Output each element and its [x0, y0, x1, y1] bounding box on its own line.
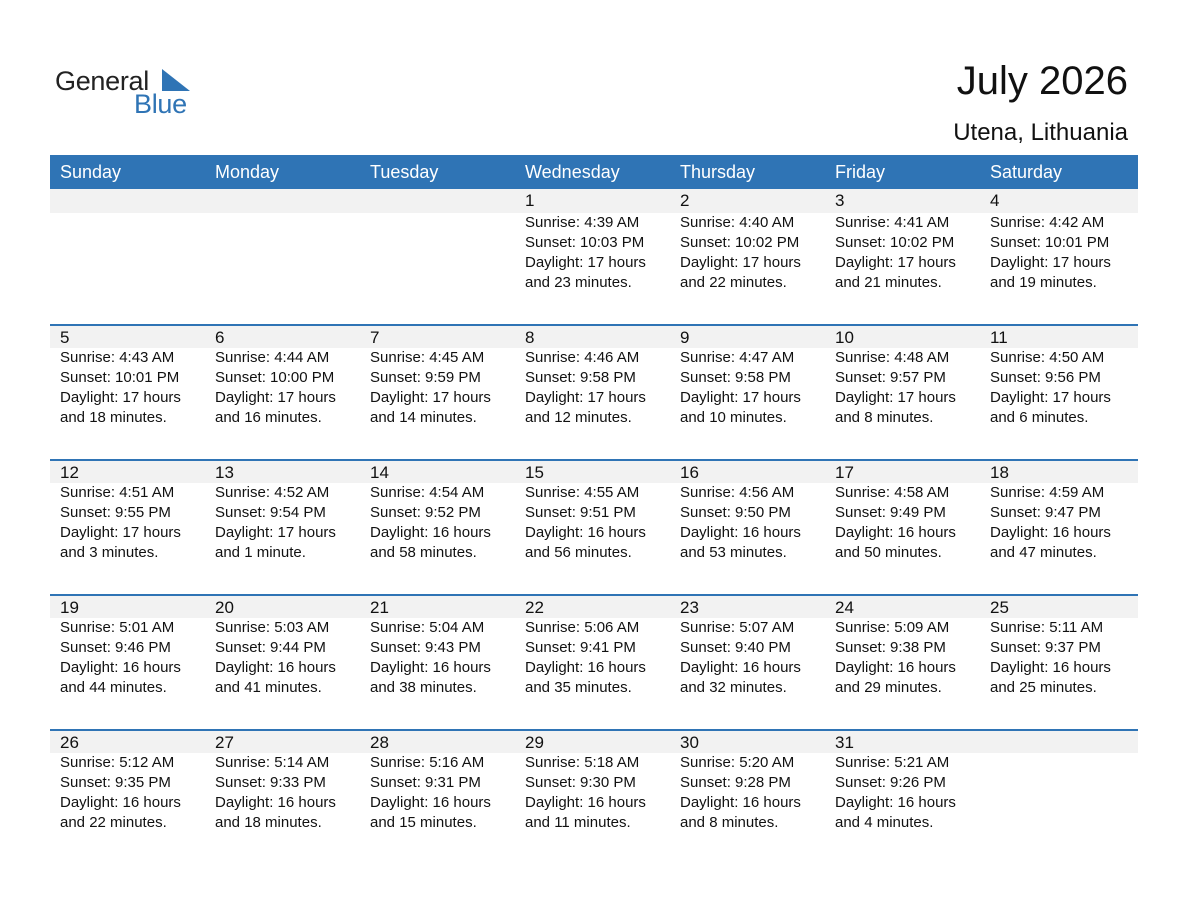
sunrise-text: Sunrise: 5:11 AM [990, 619, 1104, 636]
daylight-text: Daylight: 16 hours [525, 524, 646, 541]
sunrise-text: Sunrise: 4:50 AM [990, 349, 1105, 366]
sunset-text: Sunset: 10:01 PM [60, 369, 180, 386]
day-cell [670, 324, 825, 428]
sunrise-text: Sunrise: 5:18 AM [525, 754, 640, 771]
sunset-text: Sunset: 9:47 PM [990, 504, 1101, 521]
daylight-text: Daylight: 16 hours [680, 659, 801, 676]
daylight-minutes-text: and 53 minutes. [680, 544, 787, 561]
daylight-text: Daylight: 16 hours [680, 524, 801, 541]
weekday-sunday: Sunday [60, 162, 122, 182]
day-cell [980, 459, 1138, 563]
daylight-minutes-text: and 8 minutes. [680, 814, 779, 831]
day-number: 19 [60, 598, 79, 617]
day-number: 29 [525, 733, 544, 752]
sunrise-text: Sunrise: 4:44 AM [215, 349, 330, 366]
day-number: 18 [990, 463, 1009, 482]
sunrise-text: Sunrise: 4:47 AM [680, 349, 795, 366]
day-number: 5 [60, 328, 70, 347]
daylight-text: Daylight: 17 hours [215, 389, 336, 406]
day-cell [825, 459, 980, 563]
page-title: July 2026 [956, 59, 1128, 103]
daylight-text: Daylight: 16 hours [835, 524, 956, 541]
sunrise-text: Sunrise: 4:46 AM [525, 349, 640, 366]
daylight-text: Daylight: 16 hours [60, 794, 181, 811]
day-cell [360, 459, 515, 563]
daylight-text: Daylight: 16 hours [60, 659, 181, 676]
logo-general-text: General [55, 66, 149, 96]
daylight-text: Daylight: 17 hours [525, 389, 646, 406]
day-number: 17 [835, 463, 854, 482]
day-number: 26 [60, 733, 79, 752]
day-number: 1 [525, 191, 535, 210]
daylight-text: Daylight: 16 hours [680, 794, 801, 811]
day-cell [205, 594, 360, 698]
day-cell [670, 459, 825, 563]
daylight-text: Daylight: 16 hours [835, 659, 956, 676]
sunrise-text: Sunrise: 5:01 AM [60, 619, 175, 636]
sunset-text: Sunset: 10:03 PM [525, 234, 645, 251]
day-cell [205, 729, 360, 833]
day-cell [825, 324, 980, 428]
day-cell [515, 189, 670, 293]
weekday-wednesday: Wednesday [525, 162, 620, 182]
sunset-text: Sunset: 9:43 PM [370, 639, 481, 656]
weekday-monday: Monday [215, 162, 280, 182]
daylight-text: Daylight: 16 hours [835, 794, 956, 811]
daylight-minutes-text: and 18 minutes. [215, 814, 322, 831]
day-cell [205, 324, 360, 428]
daylight-minutes-text: and 25 minutes. [990, 679, 1097, 696]
sunset-text: Sunset: 10:02 PM [835, 234, 955, 251]
day-cell [360, 729, 515, 833]
day-cell [360, 324, 515, 428]
daylight-text: Daylight: 17 hours [835, 389, 956, 406]
daylight-minutes-text: and 21 minutes. [835, 274, 942, 291]
sunset-text: Sunset: 9:35 PM [60, 774, 171, 791]
daylight-minutes-text: and 18 minutes. [60, 409, 167, 426]
day-number: 22 [525, 598, 544, 617]
daylight-minutes-text: and 16 minutes. [215, 409, 322, 426]
sunrise-text: Sunrise: 4:58 AM [835, 484, 950, 501]
day-number: 31 [835, 733, 854, 752]
logo [55, 66, 205, 122]
daylight-minutes-text: and 50 minutes. [835, 544, 942, 561]
sunrise-text: Sunrise: 5:03 AM [215, 619, 330, 636]
sunset-text: Sunset: 9:56 PM [990, 369, 1101, 386]
day-number: 9 [680, 328, 690, 347]
sunrise-text: Sunrise: 4:43 AM [60, 349, 175, 366]
sunrise-text: Sunrise: 5:20 AM [680, 754, 795, 771]
day-cell [50, 459, 205, 563]
day-cell [50, 324, 205, 428]
sunset-text: Sunset: 9:28 PM [680, 774, 791, 791]
daylight-text: Daylight: 17 hours [680, 254, 801, 271]
day-cell [50, 729, 205, 833]
sunset-text: Sunset: 9:44 PM [215, 639, 326, 656]
daylight-text: Daylight: 16 hours [990, 659, 1111, 676]
daylight-minutes-text: and 56 minutes. [525, 544, 632, 561]
sunset-text: Sunset: 9:58 PM [525, 369, 636, 386]
calendar-week [50, 459, 1138, 594]
day-number: 24 [835, 598, 854, 617]
day-cell [980, 189, 1138, 293]
sunrise-text: Sunrise: 5:12 AM [60, 754, 175, 771]
sunrise-text: Sunrise: 4:40 AM [680, 214, 795, 231]
weekday-thursday: Thursday [680, 162, 756, 182]
daylight-text: Daylight: 17 hours [60, 524, 181, 541]
daylight-minutes-text: and 38 minutes. [370, 679, 477, 696]
logo-triangle-icon [160, 69, 190, 91]
day-cell [670, 594, 825, 698]
calendar-week [50, 189, 1138, 324]
location-subtitle: Utena, Lithuania [953, 119, 1128, 146]
sunset-text: Sunset: 9:37 PM [990, 639, 1101, 656]
calendar-week [50, 324, 1138, 459]
daylight-text: Daylight: 16 hours [990, 524, 1111, 541]
sunset-text: Sunset: 9:40 PM [680, 639, 791, 656]
calendar-weeks [50, 189, 1138, 864]
daylight-text: Daylight: 17 hours [680, 389, 801, 406]
sunset-text: Sunset: 9:26 PM [835, 774, 946, 791]
daylight-minutes-text: and 11 minutes. [525, 814, 631, 831]
day-number: 6 [215, 328, 225, 347]
day-cell [980, 594, 1138, 698]
sunrise-text: Sunrise: 4:41 AM [835, 214, 950, 231]
day-cell [50, 594, 205, 698]
daylight-text: Daylight: 16 hours [215, 794, 336, 811]
day-cell [515, 459, 670, 563]
calendar [50, 155, 1138, 864]
daylight-minutes-text: and 12 minutes. [525, 409, 632, 426]
sunrise-text: Sunrise: 5:06 AM [525, 619, 640, 636]
sunrise-text: Sunrise: 5:21 AM [835, 754, 950, 771]
sunrise-text: Sunrise: 4:51 AM [60, 484, 175, 501]
daylight-minutes-text: and 32 minutes. [680, 679, 787, 696]
daylight-text: Daylight: 16 hours [525, 794, 646, 811]
daylight-text: Daylight: 17 hours [60, 389, 181, 406]
sunrise-text: Sunrise: 4:52 AM [215, 484, 330, 501]
sunset-text: Sunset: 10:01 PM [990, 234, 1110, 251]
weekday-friday: Friday [835, 162, 886, 182]
daylight-minutes-text: and 44 minutes. [60, 679, 167, 696]
day-number: 15 [525, 463, 544, 482]
sunset-text: Sunset: 9:54 PM [215, 504, 326, 521]
daylight-text: Daylight: 17 hours [990, 254, 1111, 271]
daylight-text: Daylight: 16 hours [525, 659, 646, 676]
sunset-text: Sunset: 9:55 PM [60, 504, 171, 521]
day-number: 16 [680, 463, 699, 482]
sunset-text: Sunset: 9:51 PM [525, 504, 636, 521]
day-cell [515, 729, 670, 833]
sunset-text: Sunset: 9:33 PM [215, 774, 326, 791]
sunrise-text: Sunrise: 4:42 AM [990, 214, 1105, 231]
sunrise-text: Sunrise: 4:55 AM [525, 484, 640, 501]
weekday-header [50, 155, 1138, 189]
sunrise-text: Sunrise: 5:14 AM [215, 754, 330, 771]
day-cell [980, 324, 1138, 428]
daylight-text: Daylight: 16 hours [370, 659, 491, 676]
logo-blue-text: Blue [134, 89, 187, 119]
daylight-minutes-text: and 10 minutes. [680, 409, 787, 426]
day-cell [825, 189, 980, 293]
day-number: 21 [370, 598, 389, 617]
daylight-text: Daylight: 17 hours [990, 389, 1111, 406]
daylight-text: Daylight: 17 hours [215, 524, 336, 541]
sunset-text: Sunset: 10:00 PM [215, 369, 335, 386]
day-number: 2 [680, 191, 690, 210]
sunrise-text: Sunrise: 4:48 AM [835, 349, 950, 366]
daylight-minutes-text: and 19 minutes. [990, 274, 1097, 291]
day-number: 10 [835, 328, 854, 347]
daylight-minutes-text: and 1 minute. [215, 544, 306, 561]
calendar-week [50, 729, 1138, 864]
day-number: 28 [370, 733, 389, 752]
sunset-text: Sunset: 9:30 PM [525, 774, 636, 791]
day-number: 20 [215, 598, 234, 617]
daylight-minutes-text: and 4 minutes. [835, 814, 934, 831]
daylight-minutes-text: and 8 minutes. [835, 409, 934, 426]
empty-day-cell [360, 189, 515, 293]
day-number: 12 [60, 463, 79, 482]
day-number: 13 [215, 463, 234, 482]
day-cell [825, 594, 980, 698]
daylight-text: Daylight: 17 hours [835, 254, 956, 271]
day-number: 8 [525, 328, 535, 347]
sunset-text: Sunset: 9:38 PM [835, 639, 946, 656]
daylight-minutes-text: and 47 minutes. [990, 544, 1097, 561]
day-cell [205, 459, 360, 563]
sunset-text: Sunset: 10:02 PM [680, 234, 800, 251]
daylight-text: Daylight: 16 hours [370, 524, 491, 541]
day-cell [360, 594, 515, 698]
day-number: 30 [680, 733, 699, 752]
sunset-text: Sunset: 9:52 PM [370, 504, 481, 521]
daylight-text: Daylight: 17 hours [525, 254, 646, 271]
sunrise-text: Sunrise: 4:56 AM [680, 484, 795, 501]
calendar-week [50, 594, 1138, 729]
sunset-text: Sunset: 9:49 PM [835, 504, 946, 521]
day-number: 23 [680, 598, 699, 617]
sunset-text: Sunset: 9:41 PM [525, 639, 636, 656]
day-cell [515, 594, 670, 698]
daylight-minutes-text: and 35 minutes. [525, 679, 632, 696]
day-cell [515, 324, 670, 428]
empty-day-cell [980, 729, 1138, 833]
sunrise-text: Sunrise: 5:07 AM [680, 619, 795, 636]
empty-day-cell [205, 189, 360, 293]
sunrise-text: Sunrise: 4:59 AM [990, 484, 1105, 501]
sunset-text: Sunset: 9:46 PM [60, 639, 171, 656]
daylight-minutes-text: and 22 minutes. [60, 814, 167, 831]
empty-day-cell [50, 189, 205, 293]
daylight-text: Daylight: 17 hours [370, 389, 491, 406]
sunrise-text: Sunrise: 5:16 AM [370, 754, 485, 771]
daylight-minutes-text: and 29 minutes. [835, 679, 942, 696]
daylight-minutes-text: and 15 minutes. [370, 814, 477, 831]
day-cell [825, 729, 980, 833]
daylight-text: Daylight: 16 hours [370, 794, 491, 811]
day-number: 7 [370, 328, 380, 347]
day-number: 27 [215, 733, 234, 752]
daylight-minutes-text: and 3 minutes. [60, 544, 159, 561]
day-number: 11 [990, 328, 1008, 347]
sunset-text: Sunset: 9:58 PM [680, 369, 791, 386]
sunset-text: Sunset: 9:31 PM [370, 774, 481, 791]
sunset-text: Sunset: 9:59 PM [370, 369, 481, 386]
day-number: 4 [990, 191, 1000, 210]
day-number: 14 [370, 463, 389, 482]
day-number: 25 [990, 598, 1009, 617]
day-cell [670, 729, 825, 833]
sunrise-text: Sunrise: 4:39 AM [525, 214, 640, 231]
day-cell [670, 189, 825, 293]
sunset-text: Sunset: 9:57 PM [835, 369, 946, 386]
weekday-tuesday: Tuesday [370, 162, 439, 182]
daylight-minutes-text: and 6 minutes. [990, 409, 1089, 426]
daylight-minutes-text: and 41 minutes. [215, 679, 322, 696]
daylight-minutes-text: and 14 minutes. [370, 409, 477, 426]
sunrise-text: Sunrise: 4:54 AM [370, 484, 485, 501]
sunrise-text: Sunrise: 5:04 AM [370, 619, 485, 636]
daylight-minutes-text: and 23 minutes. [525, 274, 632, 291]
sunrise-text: Sunrise: 4:45 AM [370, 349, 485, 366]
daylight-minutes-text: and 22 minutes. [680, 274, 787, 291]
weekday-saturday: Saturday [990, 162, 1063, 182]
sunrise-text: Sunrise: 5:09 AM [835, 619, 950, 636]
day-number: 3 [835, 191, 845, 210]
daylight-text: Daylight: 16 hours [215, 659, 336, 676]
sunset-text: Sunset: 9:50 PM [680, 504, 791, 521]
daylight-minutes-text: and 58 minutes. [370, 544, 477, 561]
